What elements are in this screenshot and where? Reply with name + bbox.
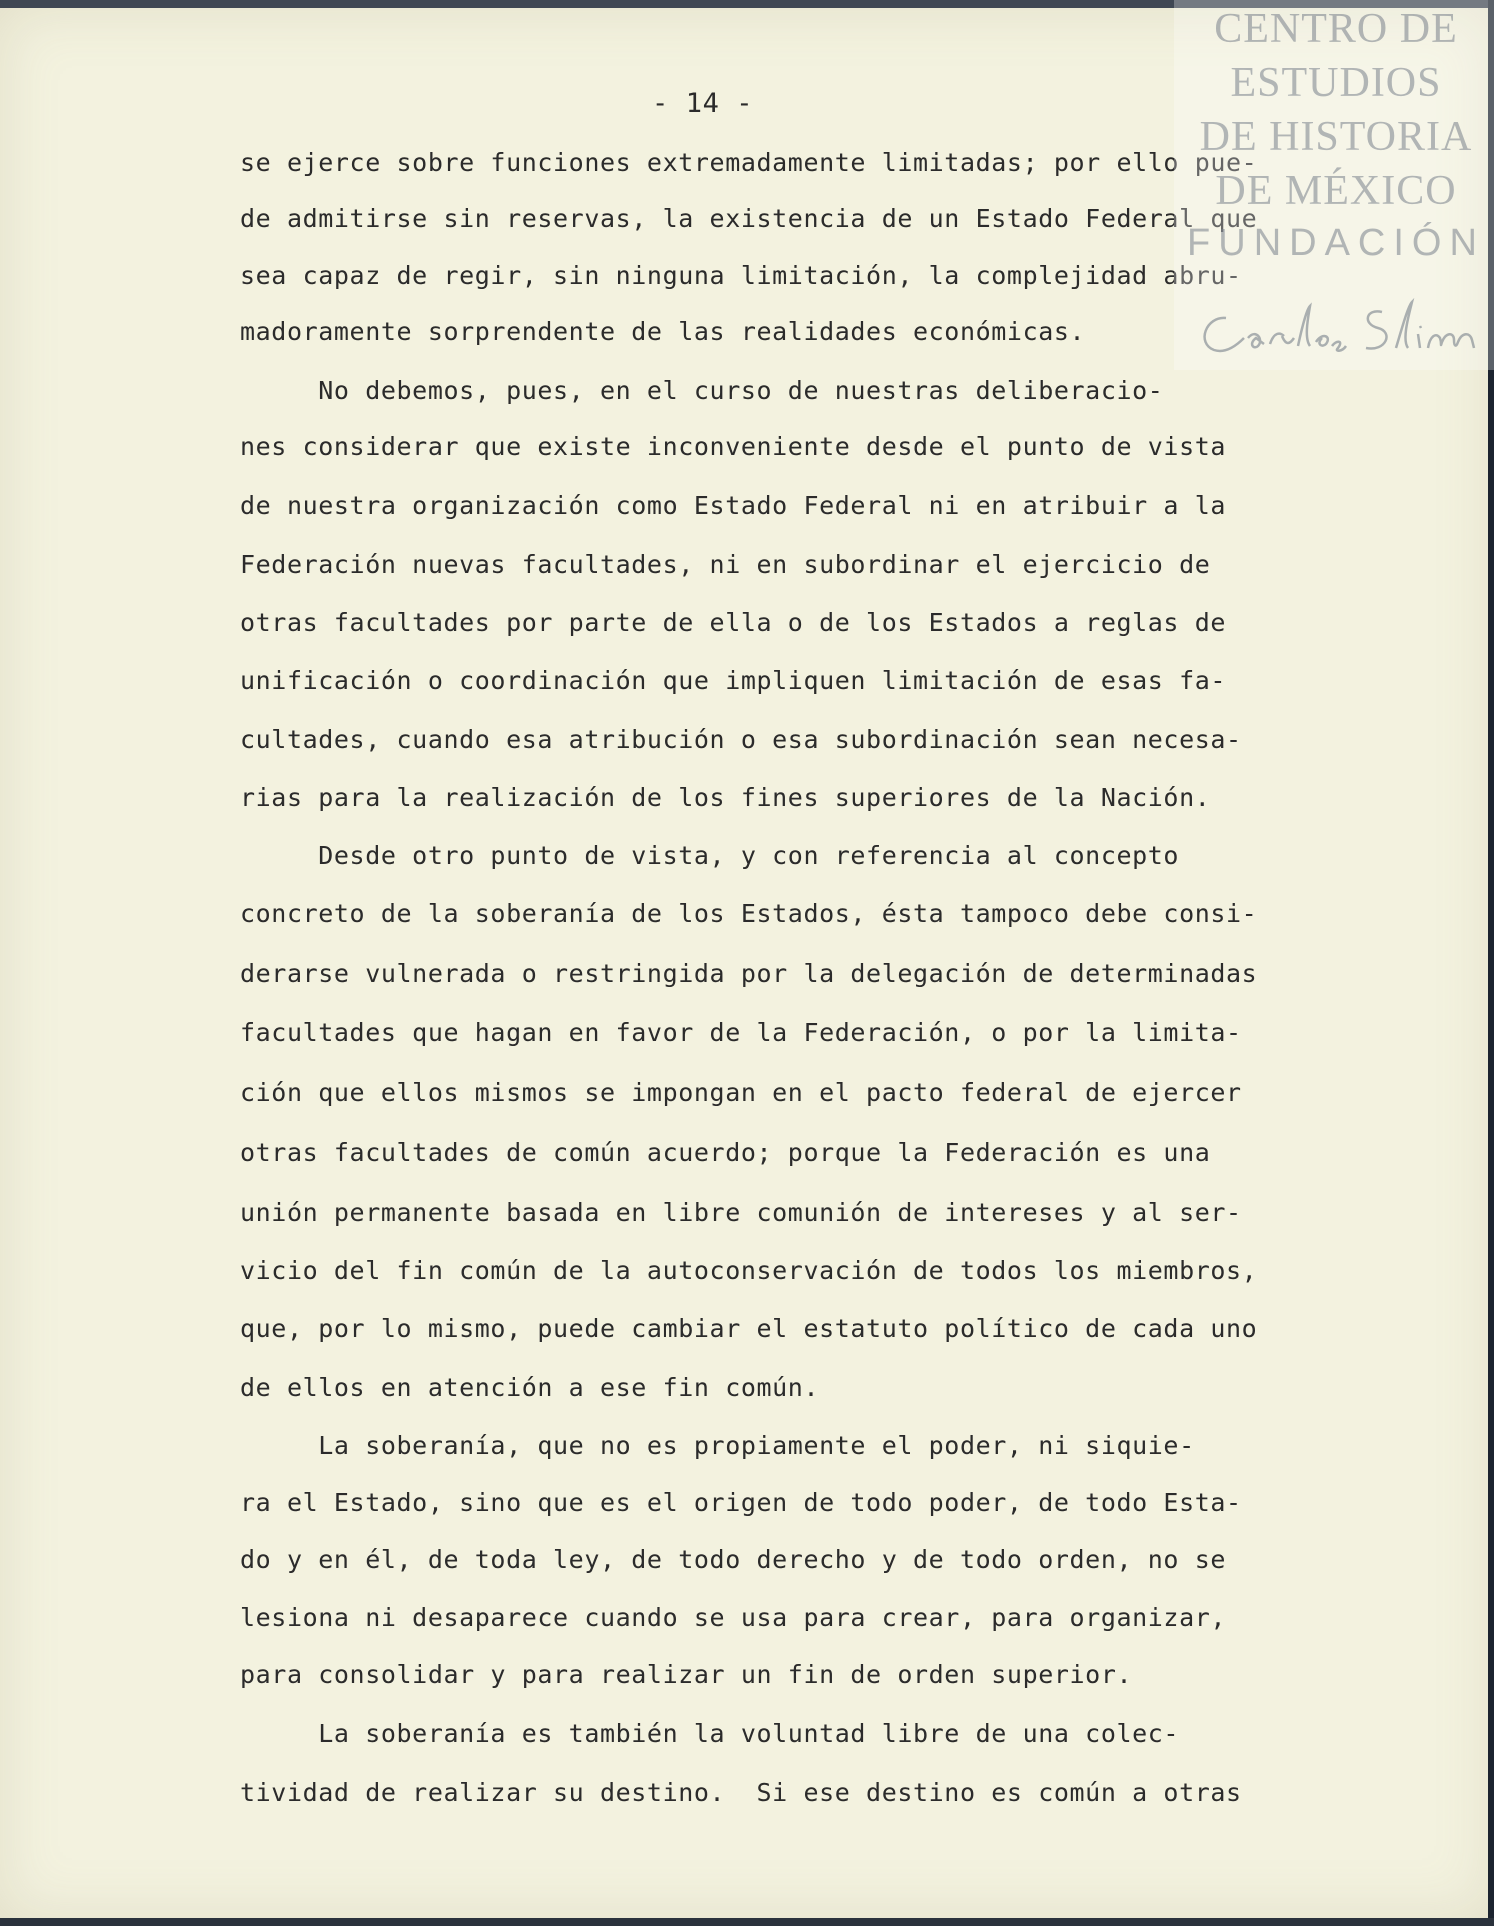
text-line: concreto de la soberanía de los Estados, ésta tampoco debe consi- (240, 899, 1258, 928)
text-line: nes considerar que existe inconveniente desde el punto de vista (240, 432, 1227, 461)
text-line: otras facultades de común acuerdo; porque la Federación es una (240, 1138, 1211, 1167)
page-number: - 14 - (652, 88, 754, 119)
watermark-line: DE MÉXICO (1215, 168, 1457, 214)
text-line: La soberanía es también la voluntad libre de una colec- (240, 1719, 1180, 1748)
text-line: que, por lo mismo, puede cambiar el estatuto político de cada uno (240, 1314, 1258, 1343)
text-line: cultades, cuando esa atribución o esa subordinación sean necesa- (240, 725, 1242, 754)
text-line: do y en él, de toda ley, de todo derecho y de todo orden, no se (240, 1545, 1227, 1574)
text-line: de ellos en atención a ese fin común. (240, 1373, 820, 1402)
text-line: de admitirse sin reservas, la existencia de un Estado Federal que (240, 204, 1258, 233)
watermark-line: DE HISTORIA (1199, 114, 1473, 160)
text-line: vicio del fin común de la autoconservación de todos los miembros, (240, 1256, 1258, 1285)
text-line: para consolidar y para realizar un fin de orden superior. (240, 1660, 1133, 1689)
text-line: Federación nuevas facultades, ni en subordinar el ejercicio de (240, 550, 1211, 579)
text-line: derarse vulnerada o restringida por la delegación de determinadas (240, 959, 1258, 988)
text-line: unificación o coordinación que impliquen limitación de esas fa- (240, 666, 1227, 695)
watermark-stamp (1186, 8, 1486, 368)
signature-icon (1186, 288, 1486, 368)
watermark-foundation: FUNDACIÓN (1187, 222, 1485, 264)
text-line: se ejerce sobre funciones extremadamente limitadas; por ello pue- (240, 148, 1258, 177)
text-line: facultades que hagan en favor de la Federación, o por la limita- (240, 1018, 1242, 1047)
text-line: madoramente sorprendente de las realidades económicas. (240, 317, 1086, 346)
text-line: ra el Estado, sino que es el origen de todo poder, de todo Esta- (240, 1488, 1242, 1517)
text-line: ción que ellos mismos se impongan en el pacto federal de ejercer (240, 1078, 1242, 1107)
text-line: de nuestra organización como Estado Federal ni en atribuir a la (240, 491, 1227, 520)
watermark-line: ESTUDIOS (1230, 60, 1442, 106)
text-line: unión permanente basada en libre comunión de intereses y al ser- (240, 1198, 1242, 1227)
text-line: otras facultades por parte de ella o de los Estados a reglas de (240, 608, 1227, 637)
scan-edge (0, 1918, 1494, 1926)
watermark-line: CENTRO DE (1214, 6, 1458, 52)
text-line: No debemos, pues, en el curso de nuestras deliberacio- (240, 376, 1164, 405)
text-line: lesiona ni desaparece cuando se usa para crear, para organizar, (240, 1603, 1227, 1632)
text-line: rias para la realización de los fines superiores de la Nación. (240, 783, 1211, 812)
text-line: sea capaz de regir, sin ninguna limitación, la complejidad abru- (240, 261, 1242, 290)
text-line: tividad de realizar su destino. Si ese destino es común a otras (240, 1778, 1242, 1807)
text-line: La soberanía, que no es propiamente el poder, ni siquie- (240, 1431, 1195, 1460)
text-line: Desde otro punto de vista, y con referencia al concepto (240, 841, 1180, 870)
